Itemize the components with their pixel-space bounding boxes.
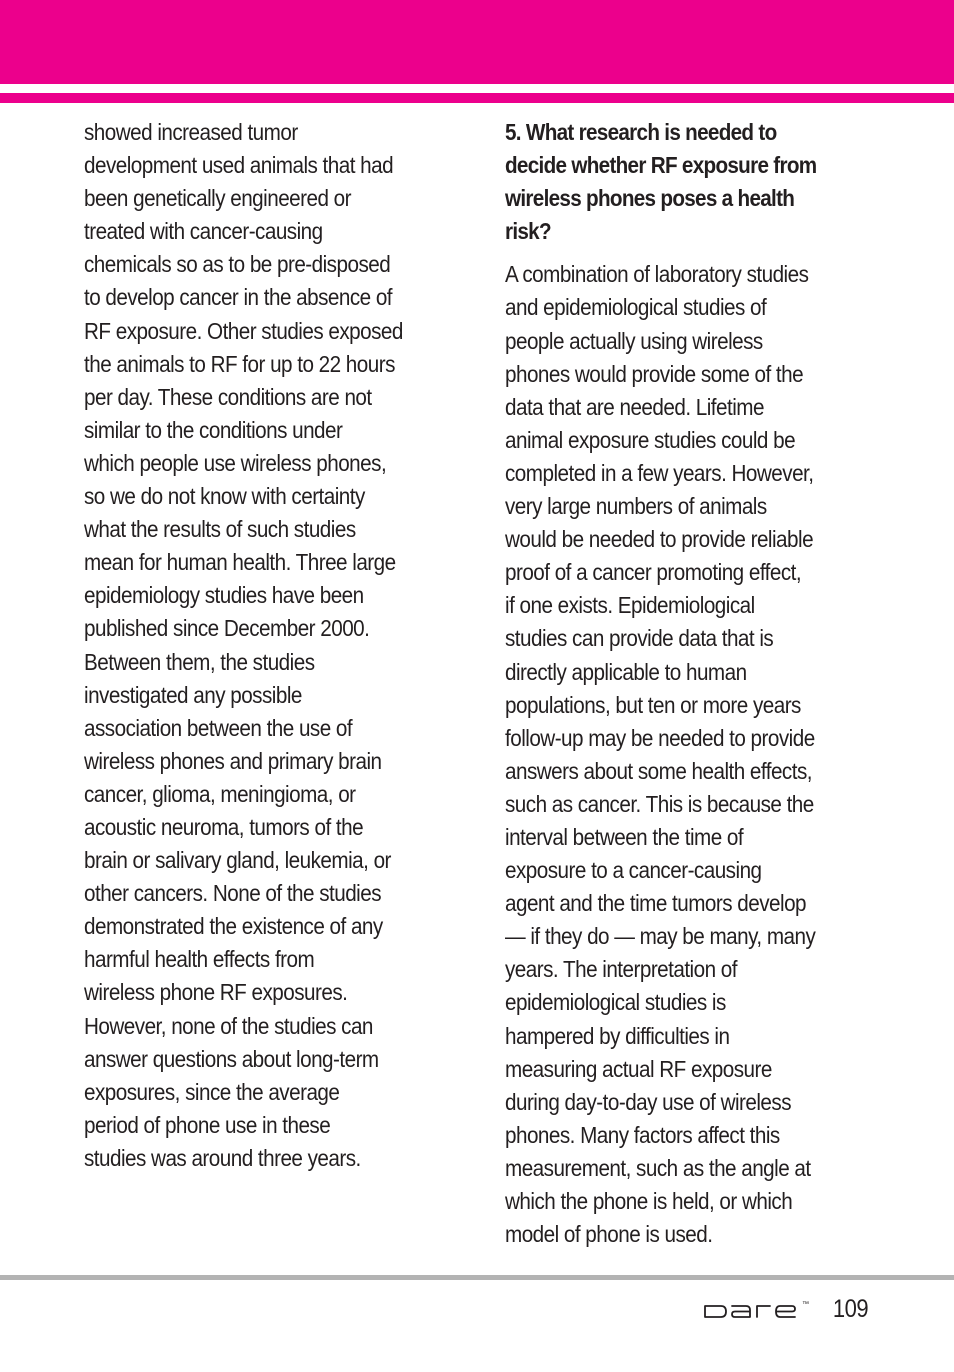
right-text-line: during day-to-day use of wireless: [505, 1088, 792, 1115]
left-text-line: harmful health effects from: [84, 946, 315, 973]
left-text-line: brain or salivary gland, leukemia, or: [84, 847, 391, 874]
right-text-line: if one exists. Epidemiological: [505, 592, 755, 619]
left-text-line: cancer, glioma, meningioma, or: [84, 780, 356, 807]
left-text-line: the animals to RF for up to 22 hours: [84, 350, 395, 377]
right-text-line: measuring actual RF exposure: [505, 1055, 772, 1082]
dare-logo: [702, 1298, 816, 1320]
right-text-line: model of phone is used.: [505, 1221, 713, 1248]
trademark-mark: ™: [801, 1301, 809, 1308]
right-text-line: interval between the time of: [505, 823, 744, 850]
left-text-line: investigated any possible: [84, 681, 302, 708]
left-text-line: However, none of the studies can: [84, 1012, 373, 1039]
left-text-line: answer questions about long-term: [84, 1045, 379, 1072]
right-text-line: years. The interpretation of: [505, 956, 737, 983]
right-text-line: phones. Many factors affect this: [505, 1121, 780, 1148]
right-text-line: hampered by difficulties in: [505, 1022, 730, 1049]
left-text-line: studies was around three years.: [84, 1144, 361, 1171]
left-text-line: acoustic neuroma, tumors of the: [84, 813, 364, 840]
footer: [702, 1292, 868, 1326]
right-text-line: such as cancer. This is because the: [505, 790, 814, 817]
left-text-line: chemicals so as to be pre-disposed: [84, 251, 391, 278]
left-column: [84, 116, 448, 1175]
left-text-line: showed increased tumor: [84, 119, 298, 145]
left-text-line: Between them, the studies: [84, 648, 315, 675]
right-text-line: completed in a few years. However,: [505, 459, 814, 486]
header-rule: [0, 93, 954, 103]
left-text-line: development used animals that had: [84, 152, 394, 179]
left-text-line: wireless phones and primary brain: [84, 747, 382, 774]
right-text-line: directly applicable to human: [505, 658, 747, 685]
heading-line: 5. What research is needed to: [505, 119, 777, 145]
right-column: [505, 116, 869, 1251]
heading-line: wireless phones poses a health: [505, 185, 795, 212]
left-text-line: epidemiology studies have been: [84, 582, 364, 609]
right-text-line: data that are needed. Lifetime: [505, 393, 764, 420]
left-text-line: published since December 2000.: [84, 615, 370, 642]
section-heading: [505, 116, 869, 248]
left-text-line: exposures, since the average: [84, 1078, 340, 1105]
right-text-line: phones would provide some of the: [505, 360, 804, 387]
right-text-line: proof of a cancer promoting effect,: [505, 559, 802, 586]
right-text-line: exposure to a cancer-causing: [505, 857, 762, 884]
left-text-line: period of phone use in these: [84, 1111, 331, 1138]
right-text-line: populations, but ten or more years: [505, 691, 801, 718]
right-text-line: measurement, such as the angle at: [505, 1154, 811, 1181]
left-text-line: RF exposure. Other studies exposed: [84, 317, 403, 344]
footer-rule: [0, 1275, 954, 1280]
right-text-line: people actually using wireless: [505, 327, 763, 354]
header-band: [0, 0, 954, 84]
right-text-line: answers about some health effects,: [505, 757, 812, 784]
right-text-line: epidemiological studies is: [505, 989, 726, 1016]
section-body: [505, 258, 869, 1251]
left-text-line: demonstrated the existence of any: [84, 913, 383, 940]
left-text-line: similar to the conditions under: [84, 416, 343, 443]
page-number: 109: [832, 1294, 868, 1323]
right-text-line: A combination of laboratory studies: [505, 261, 809, 288]
left-text-line: other cancers. None of the studies: [84, 880, 382, 907]
right-text-line: animal exposure studies could be: [505, 426, 796, 453]
right-text-line: very large numbers of animals: [505, 493, 767, 520]
left-text-line: treated with cancer-causing: [84, 218, 323, 245]
left-text-line: which people use wireless phones,: [84, 449, 387, 476]
left-text-line: per day. These conditions are not: [84, 383, 372, 410]
left-text-line: mean for human health. Three large: [84, 549, 396, 576]
left-text-line: association between the use of: [84, 714, 353, 741]
right-text-line: agent and the time tumors develop: [505, 890, 807, 917]
right-text-line: — if they do — may be many, many: [505, 923, 816, 950]
right-text-line: would be needed to provide reliable: [505, 526, 814, 553]
left-text-line: so we do not know with certainty: [84, 483, 365, 510]
heading-line: risk?: [505, 218, 551, 245]
left-text-line: what the results of such studies: [84, 516, 356, 543]
right-text-line: which the phone is held, or which: [505, 1188, 793, 1214]
right-text-line: and epidemiological studies of: [505, 294, 767, 321]
right-text-line: follow-up may be needed to provide: [505, 724, 815, 751]
left-text-line: wireless phone RF exposures.: [84, 979, 348, 1006]
heading-line: decide whether RF exposure from: [505, 152, 817, 179]
left-text-line: been genetically engineered or: [84, 185, 351, 212]
left-text-line: to develop cancer in the absence of: [84, 284, 393, 311]
right-text-line: studies can provide data that is: [505, 625, 774, 652]
